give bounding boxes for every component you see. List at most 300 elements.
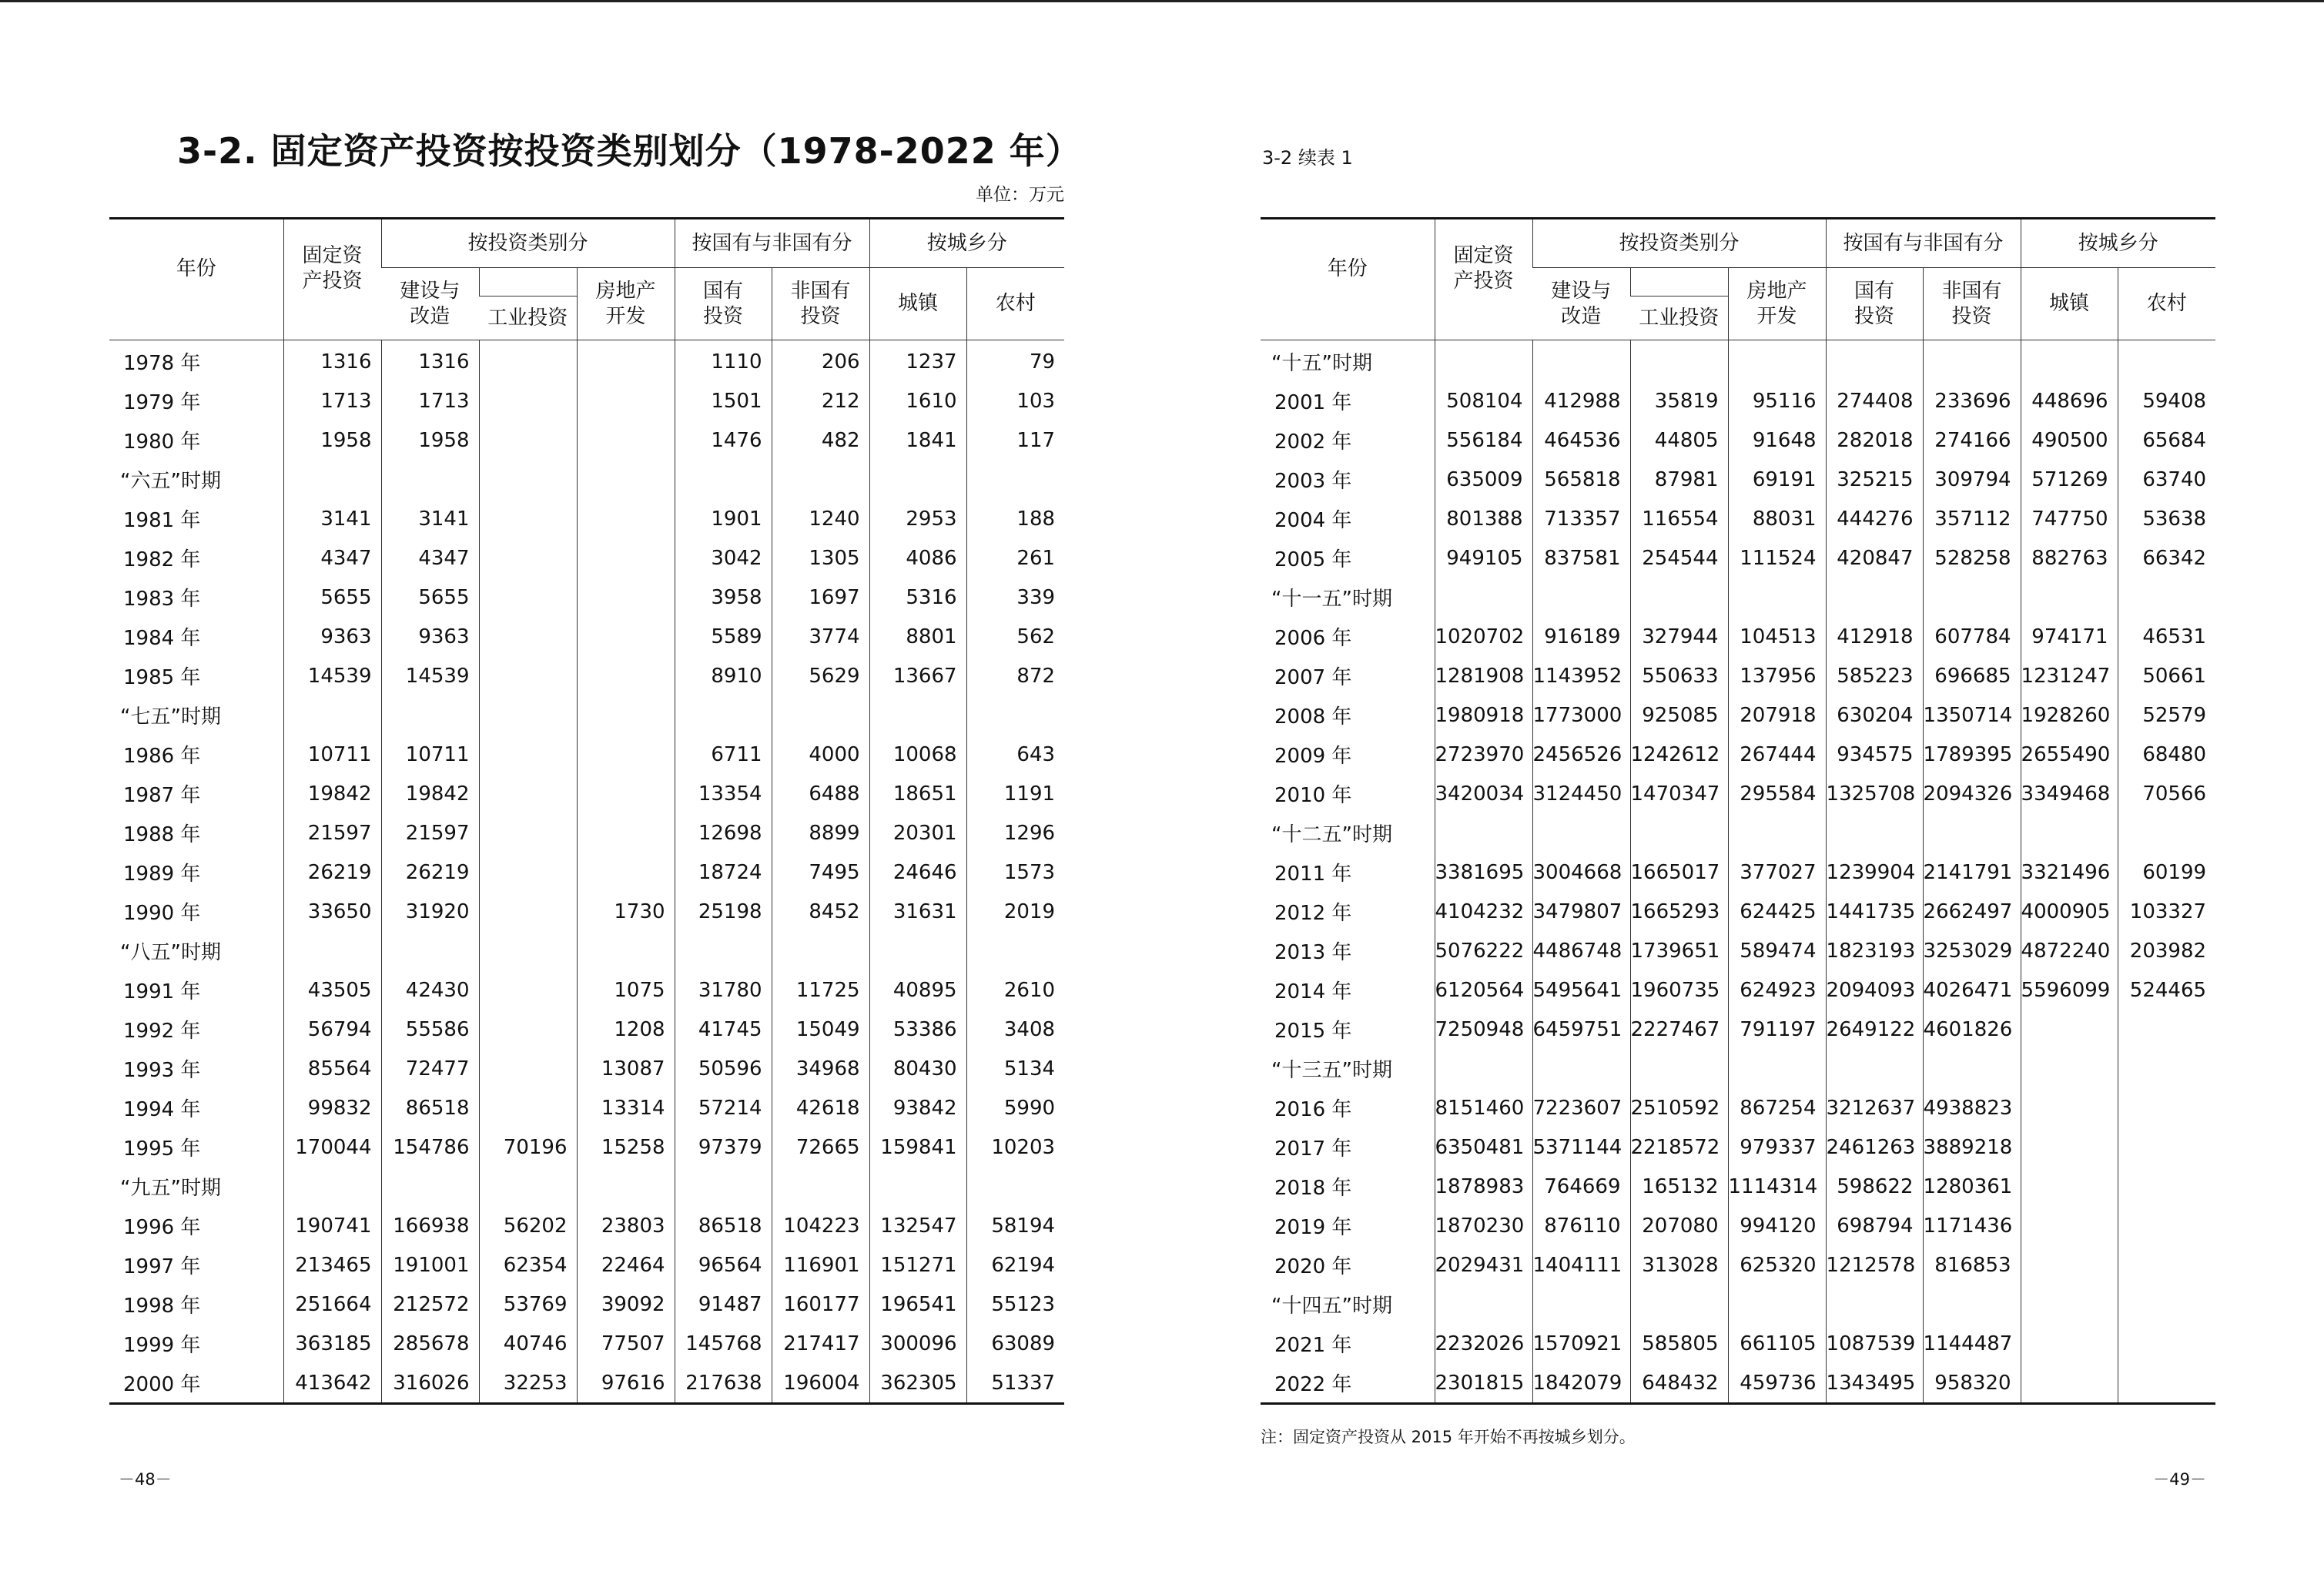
real-estate-cell [577, 420, 675, 460]
real-estate-cell: 207918 [1728, 695, 1826, 735]
industrial-cell: 313028 [1630, 1245, 1728, 1285]
real-estate-cell [577, 340, 675, 382]
industrial-cell [479, 578, 577, 617]
industrial-cell: 35819 [1630, 381, 1728, 420]
empty-cell [1728, 1285, 1826, 1324]
construction-cell: 1570921 [1532, 1324, 1630, 1363]
empty-cell [381, 931, 479, 970]
state-cell: 3212637 [1826, 1088, 1923, 1127]
table-row [1261, 774, 2215, 813]
table-row [1261, 1206, 2215, 1245]
year-cell: 1991 年 [123, 980, 201, 1003]
non-state-cell: 696685 [1923, 656, 2021, 695]
table-row [1261, 1245, 2215, 1285]
year-cell: 1994 年 [123, 1098, 201, 1121]
urban-cell: 10068 [869, 735, 966, 774]
table-row [1261, 853, 2215, 892]
total-cell: 1281908 [1435, 656, 1532, 695]
state-cell: 91487 [675, 1285, 772, 1324]
period-row [109, 460, 1064, 499]
state-cell: 2094093 [1826, 970, 1923, 1010]
table-row [109, 1324, 1064, 1363]
state-cell: 274408 [1826, 381, 1923, 420]
total-cell: 14539 [283, 656, 381, 695]
col-real-estate-header: 房地产 开发 [1728, 268, 1826, 340]
non-state-cell: 3253029 [1923, 931, 2021, 970]
real-estate-cell: 661105 [1728, 1324, 1826, 1363]
year-cell: 1980 年 [123, 431, 201, 454]
empty-cell [479, 1167, 577, 1206]
urban-cell: 18651 [869, 774, 966, 813]
state-cell: 1901 [675, 499, 772, 538]
state-cell: 25198 [675, 892, 772, 931]
right-page [1261, 0, 2215, 1588]
state-cell: 97379 [675, 1127, 772, 1167]
table-row [109, 578, 1064, 617]
rural-cell: 203982 [2118, 931, 2215, 970]
construction-cell: 464536 [1532, 420, 1630, 460]
table-row [109, 892, 1064, 931]
industrial-cell: 165132 [1630, 1167, 1728, 1206]
col-year-header [109, 219, 283, 340]
col-construction-header: 建设与 改造 [381, 268, 479, 340]
empty-cell [2118, 340, 2215, 382]
industrial-cell: 1470347 [1630, 774, 1728, 813]
empty-cell [1923, 578, 2021, 617]
urban-cell: 80430 [869, 1049, 966, 1088]
empty-cell [577, 460, 675, 499]
real-estate-cell: 15258 [577, 1127, 675, 1167]
total-cell: 213465 [283, 1245, 381, 1285]
empty-cell [966, 695, 1064, 735]
rural-cell: 50661 [2118, 656, 2215, 695]
non-state-cell: 1171436 [1923, 1206, 2021, 1245]
construction-cell: 764669 [1532, 1167, 1630, 1206]
non-state-cell: 8452 [772, 892, 869, 931]
col-total-header [283, 219, 381, 340]
year-cell: 1987 年 [123, 784, 201, 807]
construction-cell: 1842079 [1532, 1363, 1630, 1404]
industrial-cell [479, 1049, 577, 1088]
empty-cell [381, 1167, 479, 1206]
urban-cell [2021, 1245, 2118, 1285]
non-state-cell: 607784 [1923, 617, 2021, 656]
group-by-urban-rural-header: 按城乡分 [869, 219, 1064, 268]
table-row [109, 538, 1064, 578]
empty-cell [1630, 1049, 1728, 1088]
non-state-cell: 2141791 [1923, 853, 2021, 892]
rural-cell [2118, 1206, 2215, 1245]
non-state-cell: 1144487 [1923, 1324, 2021, 1363]
construction-cell: 7223607 [1532, 1088, 1630, 1127]
state-cell: 13354 [675, 774, 772, 813]
empty-cell [1532, 1049, 1630, 1088]
urban-cell: 4000905 [2021, 892, 2118, 931]
total-cell: 10711 [283, 735, 381, 774]
period-label: “八五”时期 [120, 941, 221, 964]
rural-cell: 46531 [2118, 617, 2215, 656]
year-cell: 1992 年 [123, 1020, 201, 1043]
empty-cell [1728, 340, 1826, 382]
rural-cell: 524465 [2118, 970, 2215, 1010]
real-estate-cell: 111524 [1728, 538, 1826, 578]
non-state-cell: 7495 [772, 853, 869, 892]
real-estate-cell: 137956 [1728, 656, 1826, 695]
real-estate-cell: 1075 [577, 970, 675, 1010]
rural-cell [2118, 1363, 2215, 1404]
urban-cell: 151271 [869, 1245, 966, 1285]
year-cell: 2010 年 [1274, 784, 1352, 807]
industrial-cell: 44805 [1630, 420, 1728, 460]
rural-cell: 339 [966, 578, 1064, 617]
group-by-ownership-header: 按国有与非国有分 [1826, 219, 2021, 268]
construction-cell: 1404111 [1532, 1245, 1630, 1285]
total-cell: 1980918 [1435, 695, 1532, 735]
real-estate-cell: 994120 [1728, 1206, 1826, 1245]
header-total-text: 固定资 产投资 [1453, 244, 1514, 293]
construction-cell: 26219 [381, 853, 479, 892]
empty-cell [577, 1167, 675, 1206]
rural-cell: 5134 [966, 1049, 1064, 1088]
industrial-cell: 2218572 [1630, 1127, 1728, 1167]
construction-cell: 1773000 [1532, 695, 1630, 735]
construction-cell: 4347 [381, 538, 479, 578]
construction-cell: 1958 [381, 420, 479, 460]
non-state-cell: 42618 [772, 1088, 869, 1127]
total-cell: 3141 [283, 499, 381, 538]
total-cell: 1958 [283, 420, 381, 460]
table-row [109, 656, 1064, 695]
empty-cell [1923, 1049, 2021, 1088]
non-state-cell: 1280361 [1923, 1167, 2021, 1206]
empty-cell [2021, 1285, 2118, 1324]
non-state-cell: 4938823 [1923, 1088, 2021, 1127]
urban-cell [2021, 1324, 2118, 1363]
non-state-cell: 34968 [772, 1049, 869, 1088]
non-state-cell: 309794 [1923, 460, 2021, 499]
state-cell: 12698 [675, 813, 772, 853]
year-cell: 2013 年 [1274, 941, 1352, 964]
urban-cell: 1928260 [2021, 695, 2118, 735]
non-state-cell: 482 [772, 420, 869, 460]
industrial-cell: 1665293 [1630, 892, 1728, 931]
construction-cell: 1713 [381, 381, 479, 420]
urban-cell: 4872240 [2021, 931, 2118, 970]
real-estate-cell: 625320 [1728, 1245, 1826, 1285]
period-label: “十三五”时期 [1271, 1059, 1392, 1082]
page-number: －48－ [119, 1470, 172, 1489]
non-state-cell: 104223 [772, 1206, 869, 1245]
non-state-cell: 1350714 [1923, 695, 2021, 735]
real-estate-cell: 867254 [1728, 1088, 1826, 1127]
total-cell: 6350481 [1435, 1127, 1532, 1167]
industrial-cell: 2510592 [1630, 1088, 1728, 1127]
state-cell: 1325708 [1826, 774, 1923, 813]
urban-cell: 4086 [869, 538, 966, 578]
empty-cell [479, 931, 577, 970]
empty-cell [1826, 340, 1923, 382]
table-row [1261, 420, 2215, 460]
empty-cell [1435, 340, 1532, 382]
rural-cell: 51337 [966, 1363, 1064, 1404]
rural-cell: 872 [966, 656, 1064, 695]
state-cell: 57214 [675, 1088, 772, 1127]
real-estate-cell [577, 774, 675, 813]
empty-cell [675, 931, 772, 970]
period-label: “十二五”时期 [1271, 823, 1392, 846]
state-cell: 96564 [675, 1245, 772, 1285]
table-row [1261, 538, 2215, 578]
urban-cell [2021, 1127, 2118, 1167]
total-cell: 635009 [1435, 460, 1532, 499]
empty-cell [772, 695, 869, 735]
industrial-cell: 40746 [479, 1324, 577, 1363]
construction-cell: 21597 [381, 813, 479, 853]
state-cell: 282018 [1826, 420, 1923, 460]
table-row [109, 1206, 1064, 1245]
real-estate-cell: 104513 [1728, 617, 1826, 656]
year-cell: 1995 年 [123, 1137, 201, 1161]
non-state-cell: 3889218 [1923, 1127, 2021, 1167]
real-estate-cell: 589474 [1728, 931, 1826, 970]
state-cell: 1087539 [1826, 1324, 1923, 1363]
rural-cell: 1191 [966, 774, 1064, 813]
table-title: 3-2. 固定资产投资按投资类别划分（1978-2022 年） [177, 130, 1082, 172]
construction-cell: 316026 [381, 1363, 479, 1404]
urban-cell: 53386 [869, 1010, 966, 1049]
empty-cell [577, 931, 675, 970]
construction-cell: 285678 [381, 1324, 479, 1363]
urban-cell: 1610 [869, 381, 966, 420]
rural-cell: 1296 [966, 813, 1064, 853]
industrial-cell [479, 538, 577, 578]
total-cell: 6120564 [1435, 970, 1532, 1010]
table-body-right [1261, 340, 2215, 1404]
period-label: “九五”时期 [120, 1177, 221, 1200]
urban-cell: 159841 [869, 1127, 966, 1167]
construction-cell: 876110 [1532, 1206, 1630, 1245]
urban-cell: 3349468 [2021, 774, 2118, 813]
total-cell: 363185 [283, 1324, 381, 1363]
period-row [1261, 340, 2215, 382]
state-cell: 630204 [1826, 695, 1923, 735]
rural-cell: 59408 [2118, 381, 2215, 420]
year-cell: 1984 年 [123, 627, 201, 650]
table-row [109, 499, 1064, 538]
left-page [109, 0, 1082, 1588]
empty-cell [772, 1167, 869, 1206]
table-row [1261, 735, 2215, 774]
non-state-cell: 274166 [1923, 420, 2021, 460]
real-estate-cell: 377027 [1728, 853, 1826, 892]
state-cell: 1212578 [1826, 1245, 1923, 1285]
col-total-header [1435, 219, 1532, 340]
year-cell: 1986 年 [123, 745, 201, 768]
real-estate-cell: 979337 [1728, 1127, 1826, 1167]
industrial-cell [479, 1088, 577, 1127]
col-year-header [1261, 219, 1435, 340]
table-row [1261, 1127, 2215, 1167]
total-cell: 251664 [283, 1285, 381, 1324]
industrial-cell: 1665017 [1630, 853, 1728, 892]
total-cell: 556184 [1435, 420, 1532, 460]
total-cell: 1713 [283, 381, 381, 420]
empty-cell [772, 460, 869, 499]
rural-cell: 261 [966, 538, 1064, 578]
industrial-cell: 53769 [479, 1285, 577, 1324]
year-cell: 2008 年 [1274, 705, 1352, 729]
construction-cell: 10711 [381, 735, 479, 774]
group-by-urban-rural-header: 按城乡分 [2021, 219, 2215, 268]
year-cell: 2018 年 [1274, 1177, 1352, 1200]
rural-cell: 10203 [966, 1127, 1064, 1167]
construction-cell: 5371144 [1532, 1127, 1630, 1167]
urban-cell: 3321496 [2021, 853, 2118, 892]
period-row [1261, 578, 2215, 617]
state-cell: 145768 [675, 1324, 772, 1363]
construction-cell: 9363 [381, 617, 479, 656]
table-header [1261, 219, 2215, 340]
urban-cell [2021, 1167, 2118, 1206]
real-estate-cell [577, 617, 675, 656]
industrial-cell: 1739651 [1630, 931, 1728, 970]
real-estate-cell: 624923 [1728, 970, 1826, 1010]
total-cell: 2301815 [1435, 1363, 1532, 1404]
year-cell: 2022 年 [1274, 1373, 1352, 1396]
state-cell: 1343495 [1826, 1363, 1923, 1404]
rural-cell: 62194 [966, 1245, 1064, 1285]
state-cell: 3958 [675, 578, 772, 617]
rural-cell: 188 [966, 499, 1064, 538]
table-row [109, 735, 1064, 774]
empty-cell [869, 931, 966, 970]
real-estate-cell: 624425 [1728, 892, 1826, 931]
real-estate-cell [577, 656, 675, 695]
construction-cell: 5655 [381, 578, 479, 617]
table-row [1261, 1167, 2215, 1206]
total-cell: 19842 [283, 774, 381, 813]
non-state-cell: 5629 [772, 656, 869, 695]
non-state-cell: 528258 [1923, 538, 2021, 578]
table-body-left [109, 340, 1064, 1404]
empty-cell [479, 695, 577, 735]
year-cell: 1981 年 [123, 509, 201, 532]
total-cell: 801388 [1435, 499, 1532, 538]
group-by-type-header: 按投资类别分 [381, 219, 675, 268]
table-row [109, 774, 1064, 813]
table-row [1261, 1088, 2215, 1127]
non-state-cell: 1240 [772, 499, 869, 538]
year-cell: 1978 年 [123, 352, 201, 375]
construction-cell: 412988 [1532, 381, 1630, 420]
real-estate-cell: 39092 [577, 1285, 675, 1324]
industrial-cell: 2227467 [1630, 1010, 1728, 1049]
industrial-cell [479, 813, 577, 853]
real-estate-cell [577, 578, 675, 617]
empty-cell [1826, 578, 1923, 617]
construction-cell: 14539 [381, 656, 479, 695]
year-cell: 1993 年 [123, 1059, 201, 1082]
state-cell: 420847 [1826, 538, 1923, 578]
empty-cell [1826, 1285, 1923, 1324]
year-cell: 2020 年 [1274, 1255, 1352, 1278]
state-cell: 31780 [675, 970, 772, 1010]
state-cell: 6711 [675, 735, 772, 774]
empty-cell [1630, 813, 1728, 853]
empty-cell [479, 460, 577, 499]
empty-cell [2118, 1285, 2215, 1324]
total-cell: 1020702 [1435, 617, 1532, 656]
investment-table-right [1261, 217, 2215, 1405]
rural-cell: 52579 [2118, 695, 2215, 735]
year-cell: 2009 年 [1274, 745, 1352, 768]
urban-cell: 13667 [869, 656, 966, 695]
real-estate-cell [577, 538, 675, 578]
empty-cell [1630, 1285, 1728, 1324]
state-cell: 1823193 [1826, 931, 1923, 970]
non-state-cell: 11725 [772, 970, 869, 1010]
empty-cell [675, 695, 772, 735]
urban-cell: 490500 [2021, 420, 2118, 460]
state-cell: 1239904 [1826, 853, 1923, 892]
state-cell: 598622 [1826, 1167, 1923, 1206]
non-state-cell: 8899 [772, 813, 869, 853]
total-cell: 85564 [283, 1049, 381, 1088]
year-cell: 2001 年 [1274, 391, 1352, 414]
table-row [1261, 460, 2215, 499]
period-row [109, 931, 1064, 970]
empty-cell [2118, 578, 2215, 617]
table-row [1261, 1324, 2215, 1363]
col-real-estate-header: 房地产 开发 [577, 268, 675, 340]
industrial-cell: 254544 [1630, 538, 1728, 578]
construction-cell: 5495641 [1532, 970, 1630, 1010]
construction-cell: 154786 [381, 1127, 479, 1167]
empty-cell [1728, 813, 1826, 853]
empty-cell [675, 460, 772, 499]
real-estate-cell: 77507 [577, 1324, 675, 1363]
industrial-cell [479, 970, 577, 1010]
industrial-cell: 32253 [479, 1363, 577, 1404]
industrial-cell [479, 499, 577, 538]
non-state-cell: 3774 [772, 617, 869, 656]
industrial-header-spacer [1630, 268, 1728, 296]
period-row [109, 695, 1064, 735]
real-estate-cell [577, 381, 675, 420]
industrial-cell: 648432 [1630, 1363, 1728, 1404]
industrial-cell: 925085 [1630, 695, 1728, 735]
total-cell: 5655 [283, 578, 381, 617]
construction-cell: 3124450 [1532, 774, 1630, 813]
year-cell: 1979 年 [123, 391, 201, 414]
total-cell: 56794 [283, 1010, 381, 1049]
total-cell: 7250948 [1435, 1010, 1532, 1049]
urban-cell: 40895 [869, 970, 966, 1010]
table-row [109, 970, 1064, 1010]
empty-cell [675, 1167, 772, 1206]
empty-cell [2021, 1049, 2118, 1088]
year-cell: 2007 年 [1274, 666, 1352, 689]
total-cell: 190741 [283, 1206, 381, 1245]
rural-cell: 1573 [966, 853, 1064, 892]
empty-cell [283, 1167, 381, 1206]
non-state-cell: 217417 [772, 1324, 869, 1363]
urban-cell: 2953 [869, 499, 966, 538]
urban-cell [2021, 1363, 2118, 1404]
total-cell: 3381695 [1435, 853, 1532, 892]
empty-cell [381, 695, 479, 735]
year-cell: 1983 年 [123, 588, 201, 611]
